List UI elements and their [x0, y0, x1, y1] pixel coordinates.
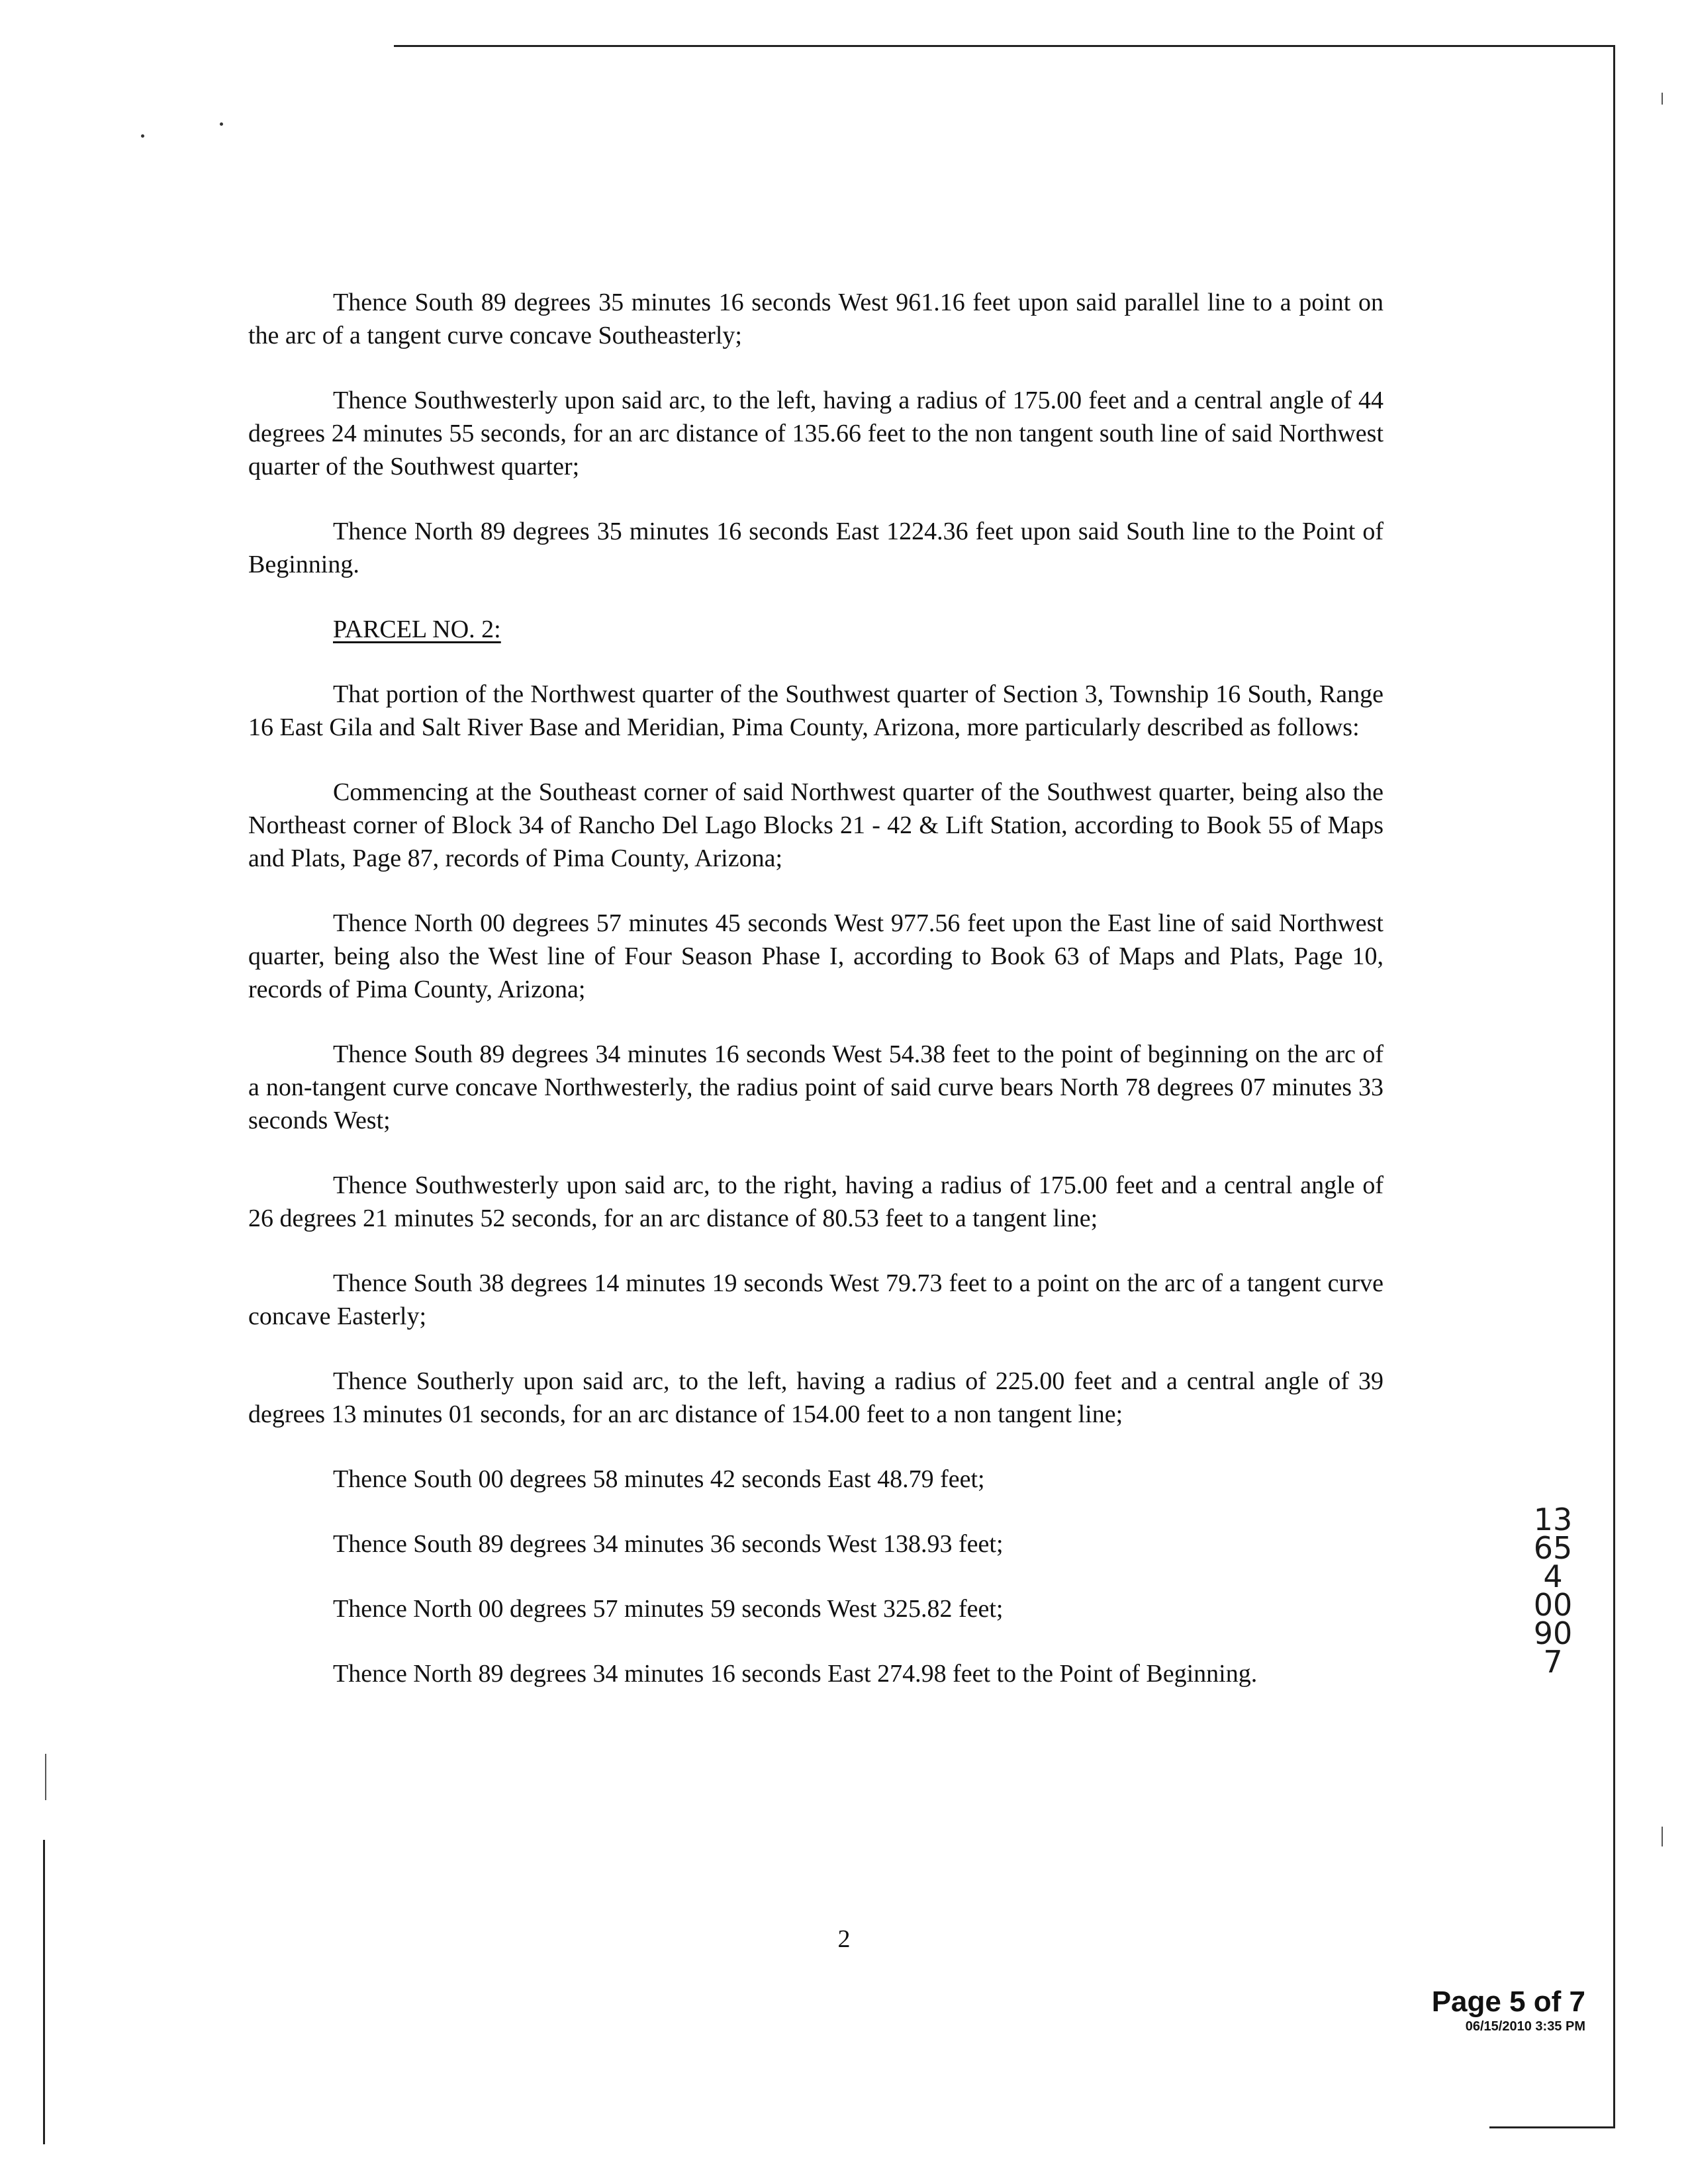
legal-paragraph: Thence South 38 degrees 14 minutes 19 seconds West 79.73 feet to a point on the arc of a tangent curve concave Easterly; — [248, 1269, 1383, 1330]
print-stamp — [1432, 1985, 1585, 2034]
legal-paragraph: Commencing at the Southeast corner of said Northwest quarter of the Southwest quarter, being also the Northeast corner of Block 34 of Rancho Del Lago Blocks 21 - 42 & Lift Station, according to Book 55 of Maps and Plats, Page 87, records of Pima County, Arizona; — [248, 778, 1383, 872]
legal-paragraph: Thence North 00 degrees 57 minutes 45 seconds West 977.56 feet upon the East line of said Northwest quarter, being also the West line of Four Season Phase I, according to Book 63 of Maps and Plats, Page 10, records of Pima County, Arizona; — [248, 909, 1383, 1003]
legal-paragraph: Thence Southwesterly upon said arc, to the right, having a radius of 175.00 feet and a central angle of 26 degrees 21 minutes 52 seconds, for an arc distance of 80.53 feet to a tangent line; — [248, 1171, 1383, 1232]
scan-speck — [141, 134, 144, 138]
page-frame-bottom-line — [1489, 2126, 1615, 2128]
page-frame-left-line — [43, 1840, 45, 2144]
legal-paragraph: Thence Southwesterly upon said arc, to the left, having a radius of 175.00 feet and a central angle of 44 degrees 24 minutes 55 seconds, for an arc distance of 135.66 feet to the non tangent south line of said Northwest quarter of the Southwest quarter; — [248, 387, 1383, 480]
legal-paragraph: Thence North 89 degrees 34 minutes 16 seconds East 274.98 feet to the Point of Beginning. — [333, 1660, 1258, 1688]
scan-mark — [45, 1754, 46, 1800]
recording-number: 13654 00907 — [1533, 1502, 1573, 1680]
page-number: 2 — [837, 1925, 851, 1953]
page-frame-right-line — [1613, 45, 1615, 2128]
scan-mark — [1662, 93, 1663, 105]
parcel-heading: PARCEL NO. 2: — [333, 615, 501, 643]
legal-paragraph: Thence South 89 degrees 34 minutes 16 seconds West 54.38 feet to the point of beginning on the arc of a non-tangent curve concave Northwesterly, the radius point of said curve bears North 78 degrees 07 minutes 33 seconds West; — [248, 1040, 1383, 1134]
document-body — [248, 286, 1383, 1722]
legal-paragraph: Thence Southerly upon said arc, to the left, having a radius of 225.00 feet and a central angle of 39 degrees 13 minutes 01 seconds, for an arc distance of 154.00 feet to a non tangent line; — [248, 1367, 1383, 1428]
stamp-datetime: 06/15/2010 3:35 PM — [1465, 2019, 1585, 2034]
legal-paragraph: Thence North 89 degrees 35 minutes 16 seconds East 1224.36 feet upon said South line to the Point of Beginning. — [248, 518, 1383, 578]
page-frame-top-line — [394, 45, 1615, 47]
legal-paragraph: Thence North 00 degrees 57 minutes 59 seconds West 325.82 feet; — [333, 1595, 1004, 1623]
scan-mark — [1662, 1827, 1663, 1846]
legal-paragraph: That portion of the Northwest quarter of the Southwest quarter of Section 3, Township 16 South, Range 16 East Gila and Salt River Base and Meridian, Pima County, Arizona, more particularly described as follows: — [248, 680, 1383, 741]
stamp-page-label: Page 5 of 7 — [1431, 1985, 1585, 2018]
legal-paragraph: Thence South 00 degrees 58 minutes 42 seconds East 48.79 feet; — [333, 1465, 985, 1493]
legal-paragraph: Thence South 89 degrees 34 minutes 36 seconds West 138.93 feet; — [333, 1530, 1004, 1558]
legal-paragraph: Thence South 89 degrees 35 minutes 16 seconds West 961.16 feet upon said parallel line to a point on the arc of a tangent curve concave Southeasterly; — [248, 289, 1383, 349]
scan-speck — [220, 122, 223, 126]
